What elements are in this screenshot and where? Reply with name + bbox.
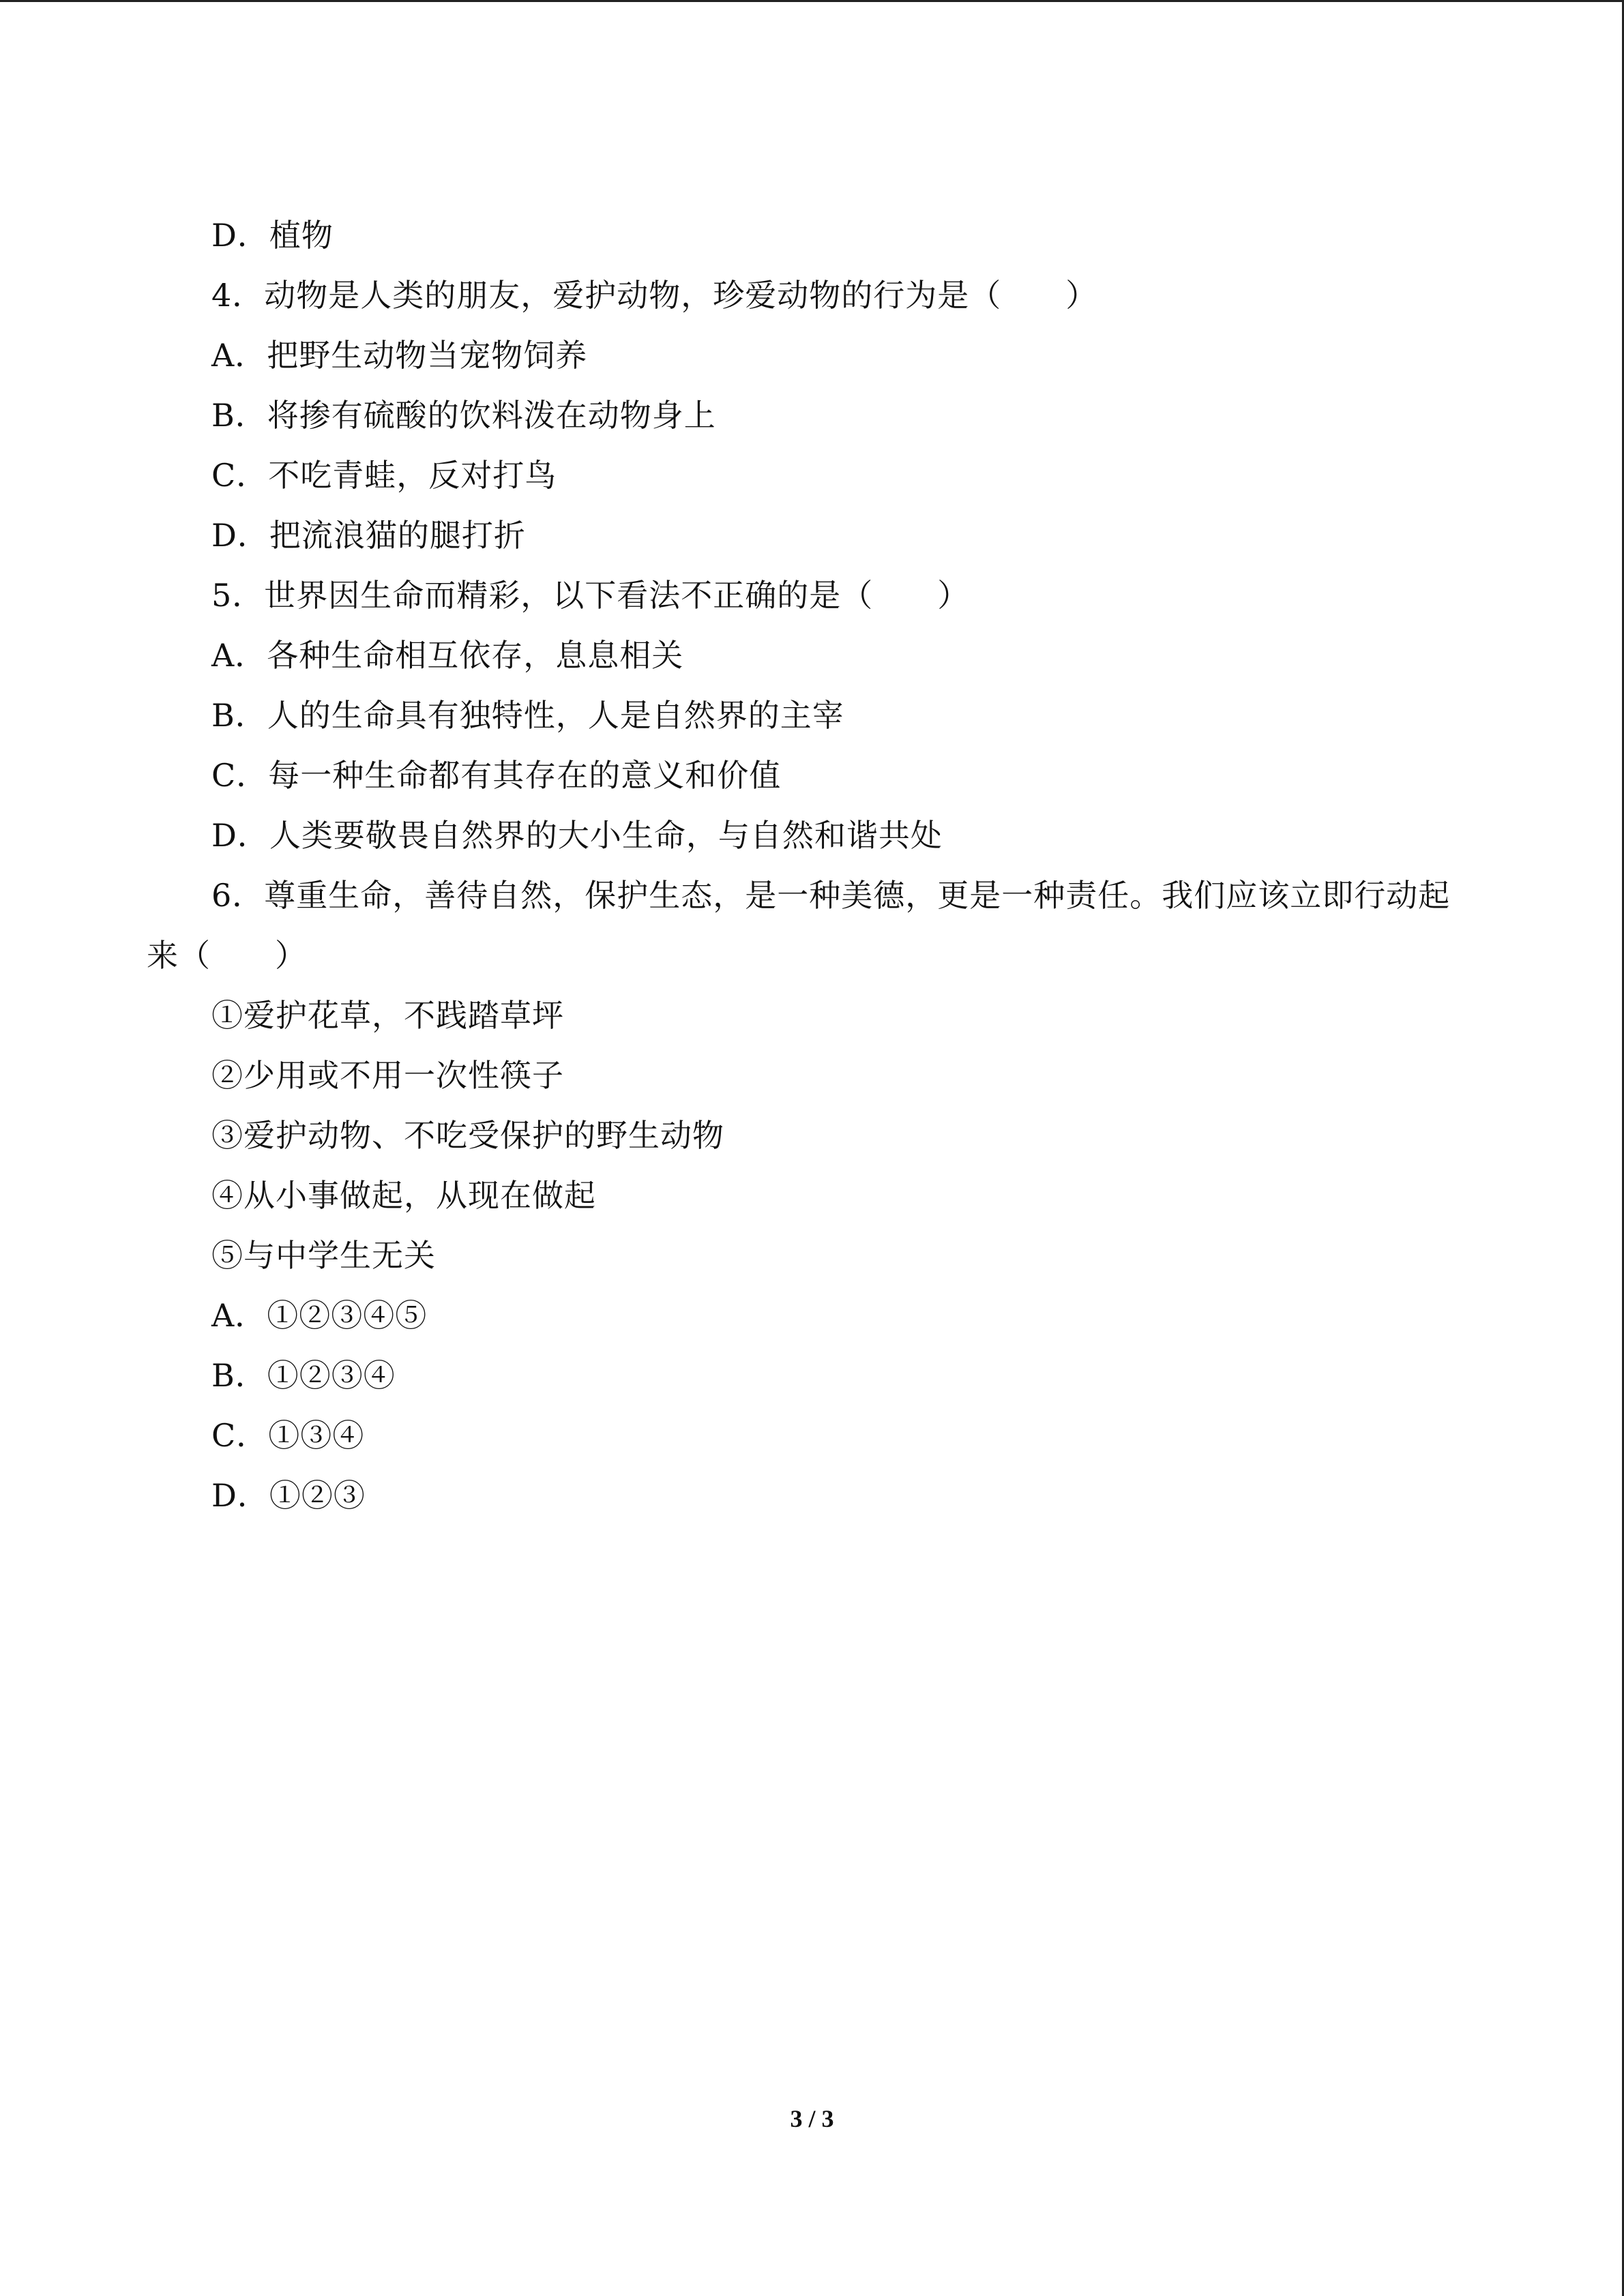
q4-option-d: D．把流浪猫的腿打折 [211,517,526,554]
q5-option-a: A．各种生命相互依存，息息相关 [211,637,684,674]
q6-stem-line1: 6．尊重生命，善待自然，保护生态，是一种美德，更是一种责任。我们应该立即行动起 [211,877,1451,914]
q6-stem-line2: 来（ ） [147,937,307,974]
q4-option-b: B．将掺有硫酸的饮料泼在动物身上 [211,397,716,434]
q4-stem: 4．动物是人类的朋友，爱护动物，珍爱动物的行为是（ ） [211,277,1098,314]
q6-option-d: D．①②③ [211,1477,366,1514]
q4-option-c: C．不吃青蛙，反对打鸟 [211,457,557,494]
q6-statement-3: ③爱护动物、不吃受保护的野生动物 [211,1117,724,1154]
q6-statement-1: ①爱护花草，不践踏草坪 [211,997,564,1034]
page-number: 3 / 3 [790,2105,834,2132]
q5-option-d: D．人类要敬畏自然界的大小生命，与自然和谐共处 [211,817,943,854]
q5-stem: 5．世界因生命而精彩，以下看法不正确的是（ ） [211,577,970,614]
q3-option-d: D．植物 [211,217,334,254]
q6-option-a: A．①②③④⑤ [211,1297,428,1334]
q6-statement-5: ⑤与中学生无关 [211,1237,436,1274]
q5-option-c: C．每一种生命都有其存在的意义和价值 [211,757,782,794]
q4-option-a: A．把野生动物当宠物饲养 [211,337,588,374]
q6-statement-4: ④从小事做起，从现在做起 [211,1177,596,1214]
q6-option-b: B．①②③④ [211,1357,396,1394]
q6-option-c: C．①③④ [211,1417,365,1454]
q6-statement-2: ②少用或不用一次性筷子 [211,1057,564,1094]
q5-option-b: B．人的生命具有独特性，人是自然界的主宰 [211,697,844,734]
